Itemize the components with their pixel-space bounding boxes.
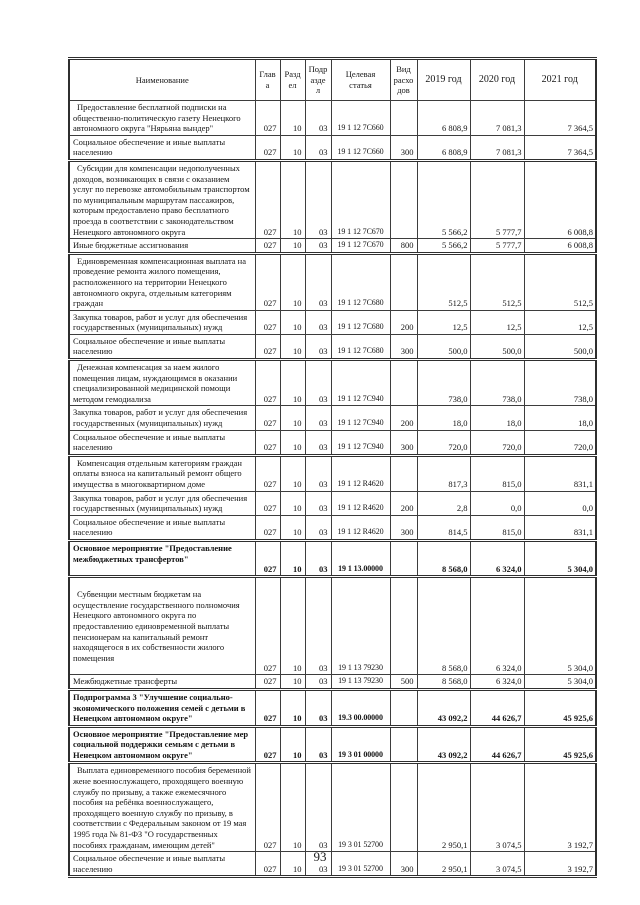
table-row xyxy=(69,763,596,852)
cell-target-article: 19 1 12 R4620 xyxy=(331,515,390,540)
budget-appropriations-table xyxy=(68,57,597,878)
cell-year-2021: 18,0 xyxy=(524,406,596,430)
cell-name: Денежная компенсация за наем жилого помещения лицам, нуждающимся в оказании специализированной медицинской помощи методом гемодиализа xyxy=(69,360,255,406)
cell-section: 10 xyxy=(280,101,305,136)
cell-expense-type xyxy=(390,689,417,726)
cell-year-2021: 512,5 xyxy=(524,253,596,310)
cell-subsection: 03 xyxy=(305,515,331,540)
cell-chapter: 027 xyxy=(255,334,280,359)
cell-chapter: 027 xyxy=(255,101,280,136)
column-header-year-2021: 2021 год xyxy=(524,59,596,101)
cell-target-article: 19 1 12 7C680 xyxy=(331,253,390,310)
cell-chapter: 027 xyxy=(255,406,280,430)
cell-year-2019: 512,5 xyxy=(417,253,470,310)
cell-subsection: 03 xyxy=(305,577,331,675)
cell-name: Социальное обеспечение и иные выплаты населению xyxy=(69,515,255,540)
cell-section: 10 xyxy=(280,540,305,576)
cell-target-article: 19 3 01 52700 xyxy=(331,852,390,877)
column-header-section: Раздел xyxy=(280,59,305,101)
cell-target-article: 19 1 13 79230 xyxy=(331,577,390,675)
cell-section: 10 xyxy=(280,334,305,359)
cell-subsection: 03 xyxy=(305,726,331,763)
cell-subsection: 03 xyxy=(305,406,331,430)
cell-year-2019: 5 566,2 xyxy=(417,239,470,254)
cell-year-2020: 12,5 xyxy=(470,310,524,334)
cell-expense-type xyxy=(390,360,417,406)
cell-year-2021: 0,0 xyxy=(524,491,596,515)
cell-year-2021: 45 925,6 xyxy=(524,689,596,726)
cell-year-2020: 5 777,7 xyxy=(470,160,524,238)
cell-year-2020: 6 324,0 xyxy=(470,577,524,675)
cell-year-2020: 815,0 xyxy=(470,455,524,491)
cell-year-2021: 5 304,0 xyxy=(524,577,596,675)
cell-target-article: 19 1 13 79230 xyxy=(331,675,390,690)
cell-expense-type: 300 xyxy=(390,852,417,877)
cell-year-2020: 5 777,7 xyxy=(470,239,524,254)
table-row xyxy=(69,360,596,406)
cell-year-2020: 0,0 xyxy=(470,491,524,515)
column-header-target-article: Целевая статья xyxy=(331,59,390,101)
table-row xyxy=(69,101,596,136)
cell-year-2020: 7 081,3 xyxy=(470,135,524,160)
cell-section: 10 xyxy=(280,253,305,310)
cell-year-2021: 720,0 xyxy=(524,430,596,455)
cell-section: 10 xyxy=(280,491,305,515)
cell-chapter: 027 xyxy=(255,455,280,491)
cell-year-2020: 738,0 xyxy=(470,360,524,406)
cell-target-article: 19 1 12 7C660 xyxy=(331,101,390,136)
cell-expense-type xyxy=(390,540,417,576)
cell-name: Закупка товаров, работ и услуг для обеспечения государственных (муниципальных) нужд xyxy=(69,491,255,515)
table-row xyxy=(69,675,596,690)
cell-subsection: 03 xyxy=(305,430,331,455)
cell-expense-type: 200 xyxy=(390,310,417,334)
cell-target-article: 19 1 13.00000 xyxy=(331,540,390,576)
cell-target-article: 19 1 12 7C940 xyxy=(331,406,390,430)
cell-subsection: 03 xyxy=(305,689,331,726)
cell-year-2019: 817,3 xyxy=(417,455,470,491)
cell-subsection: 03 xyxy=(305,540,331,576)
cell-subsection: 03 xyxy=(305,491,331,515)
cell-year-2020: 44 626,7 xyxy=(470,726,524,763)
cell-subsection: 03 xyxy=(305,101,331,136)
cell-year-2021: 7 364,5 xyxy=(524,135,596,160)
cell-subsection: 03 xyxy=(305,360,331,406)
cell-year-2019: 6 808,9 xyxy=(417,101,470,136)
cell-year-2019: 6 808,9 xyxy=(417,135,470,160)
cell-target-article: 19 1 12 7C940 xyxy=(331,430,390,455)
cell-year-2020: 815,0 xyxy=(470,515,524,540)
cell-section: 10 xyxy=(280,763,305,852)
cell-name: Социальное обеспечение и иные выплаты населению xyxy=(69,135,255,160)
column-header-year-2019: 2019 год xyxy=(417,59,470,101)
cell-chapter: 027 xyxy=(255,310,280,334)
cell-chapter: 027 xyxy=(255,135,280,160)
cell-year-2019: 738,0 xyxy=(417,360,470,406)
cell-target-article: 19 1 12 7C670 xyxy=(331,239,390,254)
cell-chapter: 027 xyxy=(255,430,280,455)
cell-name: Закупка товаров, работ и услуг для обеспечения государственных (муниципальных) нужд xyxy=(69,406,255,430)
cell-section: 10 xyxy=(280,135,305,160)
cell-year-2020: 6 324,0 xyxy=(470,675,524,690)
cell-section: 10 xyxy=(280,430,305,455)
cell-target-article: 19 1 12 7C670 xyxy=(331,160,390,238)
table-row xyxy=(69,455,596,491)
cell-year-2019: 18,0 xyxy=(417,406,470,430)
cell-name: Закупка товаров, работ и услуг для обеспечения государственных (муниципальных) нужд xyxy=(69,310,255,334)
cell-name: Межбюджетные трансферты xyxy=(69,675,255,690)
table-row xyxy=(69,160,596,238)
cell-target-article: 19 1 12 7C940 xyxy=(331,360,390,406)
cell-chapter: 027 xyxy=(255,852,280,877)
cell-section: 10 xyxy=(280,455,305,491)
cell-chapter: 027 xyxy=(255,491,280,515)
cell-name: Основное мероприятие "Предоставление мер социальной поддержки семьям с детьми в Ненецком автономном округе" xyxy=(69,726,255,763)
cell-section: 10 xyxy=(280,406,305,430)
cell-section: 10 xyxy=(280,360,305,406)
cell-name: Компенсация отдельным категориям граждан оплаты взноса на капитальный ремонт общего имущества в многоквартирном доме xyxy=(69,455,255,491)
cell-expense-type xyxy=(390,455,417,491)
cell-year-2019: 12,5 xyxy=(417,310,470,334)
cell-target-article: 19 1 12 R4620 xyxy=(331,491,390,515)
cell-section: 10 xyxy=(280,726,305,763)
cell-year-2021: 6 008,8 xyxy=(524,160,596,238)
cell-chapter: 027 xyxy=(255,577,280,675)
column-header-subsection: Подраздел xyxy=(305,59,331,101)
cell-year-2020: 3 074,5 xyxy=(470,852,524,877)
cell-expense-type: 300 xyxy=(390,334,417,359)
cell-subsection: 03 xyxy=(305,239,331,254)
table-row xyxy=(69,239,596,254)
table-header-row xyxy=(69,59,596,101)
cell-expense-type xyxy=(390,763,417,852)
cell-subsection: 03 xyxy=(305,852,331,877)
cell-subsection: 03 xyxy=(305,763,331,852)
cell-name: Единовременная компенсационная выплата на проведение ремонта жилого помещения, расположенного на территории Ненецкого автономного округа, отдельным категориям граждан xyxy=(69,253,255,310)
cell-expense-type: 500 xyxy=(390,675,417,690)
cell-expense-type: 300 xyxy=(390,515,417,540)
cell-name: Социальное обеспечение и иные выплаты населению xyxy=(69,430,255,455)
cell-target-article: 19 1 12 7C660 xyxy=(331,135,390,160)
column-header-chapter: Глава xyxy=(255,59,280,101)
cell-name: Предоставление бесплатной подписки на общественно-политическую газету Ненецкого автономного округа "Нярьяна вындер" xyxy=(69,101,255,136)
cell-expense-type xyxy=(390,253,417,310)
cell-target-article: 19 1 12 7C680 xyxy=(331,310,390,334)
cell-year-2020: 44 626,7 xyxy=(470,689,524,726)
cell-name: Социальное обеспечение и иные выплаты населению xyxy=(69,852,255,877)
cell-year-2021: 831,1 xyxy=(524,455,596,491)
cell-chapter: 027 xyxy=(255,253,280,310)
table-row xyxy=(69,491,596,515)
cell-year-2021: 5 304,0 xyxy=(524,540,596,576)
column-header-year-2020: 2020 год xyxy=(470,59,524,101)
cell-name: Социальное обеспечение и иные выплаты населению xyxy=(69,334,255,359)
cell-chapter: 027 xyxy=(255,689,280,726)
cell-year-2019: 43 092,2 xyxy=(417,689,470,726)
cell-chapter: 027 xyxy=(255,675,280,690)
cell-expense-type xyxy=(390,726,417,763)
cell-target-article: 19.3 00.00000 xyxy=(331,689,390,726)
cell-year-2021: 831,1 xyxy=(524,515,596,540)
table-row xyxy=(69,135,596,160)
cell-expense-type xyxy=(390,101,417,136)
table-row xyxy=(69,577,596,675)
cell-target-article: 19 1 12 7C680 xyxy=(331,334,390,359)
cell-year-2020: 720,0 xyxy=(470,430,524,455)
cell-year-2021: 12,5 xyxy=(524,310,596,334)
cell-chapter: 027 xyxy=(255,360,280,406)
cell-expense-type: 200 xyxy=(390,406,417,430)
cell-expense-type: 200 xyxy=(390,491,417,515)
cell-chapter: 027 xyxy=(255,763,280,852)
cell-year-2021: 5 304,0 xyxy=(524,675,596,690)
cell-section: 10 xyxy=(280,310,305,334)
cell-year-2021: 738,0 xyxy=(524,360,596,406)
cell-year-2019: 2 950,1 xyxy=(417,763,470,852)
cell-expense-type: 300 xyxy=(390,135,417,160)
cell-year-2019: 720,0 xyxy=(417,430,470,455)
cell-expense-type: 800 xyxy=(390,239,417,254)
cell-year-2021: 6 008,8 xyxy=(524,239,596,254)
page-number: 93 xyxy=(313,849,327,864)
cell-year-2020: 18,0 xyxy=(470,406,524,430)
cell-chapter: 027 xyxy=(255,239,280,254)
cell-year-2019: 8 568,0 xyxy=(417,675,470,690)
cell-expense-type xyxy=(390,160,417,238)
cell-section: 10 xyxy=(280,515,305,540)
cell-section: 10 xyxy=(280,577,305,675)
cell-name: Основное мероприятие "Предоставление межбюджетных трансфертов" xyxy=(69,540,255,576)
cell-chapter: 027 xyxy=(255,160,280,238)
table-row xyxy=(69,540,596,576)
table-body xyxy=(69,101,596,877)
cell-subsection: 03 xyxy=(305,160,331,238)
cell-name: Подпрограмма 3 "Улучшение социально-экономического положения семей с детьми в Ненецком автономном округе" xyxy=(69,689,255,726)
column-header-name: Наименование xyxy=(69,59,255,101)
cell-subsection: 03 xyxy=(305,334,331,359)
table-row xyxy=(69,310,596,334)
cell-year-2019: 43 092,2 xyxy=(417,726,470,763)
cell-year-2019: 814,5 xyxy=(417,515,470,540)
table-row xyxy=(69,253,596,310)
cell-year-2021: 45 925,6 xyxy=(524,726,596,763)
cell-year-2021: 7 364,5 xyxy=(524,101,596,136)
cell-chapter: 027 xyxy=(255,515,280,540)
cell-year-2020: 6 324,0 xyxy=(470,540,524,576)
cell-target-article: 19 1 12 R4620 xyxy=(331,455,390,491)
cell-name: Иные бюджетные ассигнования xyxy=(69,239,255,254)
cell-year-2020: 512,5 xyxy=(470,253,524,310)
column-header-expense-type: Вид расходов xyxy=(390,59,417,101)
table-row xyxy=(69,515,596,540)
cell-subsection: 03 xyxy=(305,675,331,690)
cell-year-2019: 2,8 xyxy=(417,491,470,515)
cell-year-2019: 5 566,2 xyxy=(417,160,470,238)
cell-subsection: 03 xyxy=(305,455,331,491)
cell-year-2020: 3 074,5 xyxy=(470,763,524,852)
cell-year-2020: 7 081,3 xyxy=(470,101,524,136)
cell-year-2020: 500,0 xyxy=(470,334,524,359)
cell-target-article: 19 3 01 52700 xyxy=(331,763,390,852)
cell-section: 10 xyxy=(280,675,305,690)
cell-year-2021: 3 192,7 xyxy=(524,763,596,852)
cell-year-2019: 2 950,1 xyxy=(417,852,470,877)
cell-name: Выплата единовременного пособия беременной жене военнослужащего, проходящего военную службу по призыву, а также ежемесячного пособия на ребёнка военнослужащего, проходящего военную службу по призыву, в соответствии с Федеральным законом от 19 мая 1995 года № 81-ФЗ "О государственных пособиях гражданам, имеющим детей" xyxy=(69,763,255,852)
cell-year-2021: 500,0 xyxy=(524,334,596,359)
cell-section: 10 xyxy=(280,239,305,254)
cell-subsection: 03 xyxy=(305,135,331,160)
cell-year-2019: 8 568,0 xyxy=(417,540,470,576)
cell-chapter: 027 xyxy=(255,540,280,576)
cell-section: 10 xyxy=(280,852,305,877)
cell-expense-type: 300 xyxy=(390,430,417,455)
cell-subsection: 03 xyxy=(305,310,331,334)
table-row xyxy=(69,689,596,726)
cell-expense-type xyxy=(390,577,417,675)
cell-subsection: 03 xyxy=(305,253,331,310)
table-row xyxy=(69,726,596,763)
cell-year-2021: 3 192,7 xyxy=(524,852,596,877)
cell-section: 10 xyxy=(280,689,305,726)
table-row xyxy=(69,430,596,455)
table-row xyxy=(69,334,596,359)
cell-year-2019: 500,0 xyxy=(417,334,470,359)
cell-name: Субвенции местным бюджетам на осуществление государственного полномочия Ненецкого автономного округа по предоставлению единовременной выплаты пенсионерам на капитальный ремонт находящегося в их собственности жилого помещения xyxy=(69,577,255,675)
cell-section: 10 xyxy=(280,160,305,238)
table-row xyxy=(69,406,596,430)
cell-target-article: 19 3 01 00000 xyxy=(331,726,390,763)
cell-year-2019: 8 568,0 xyxy=(417,577,470,675)
cell-name: Субсидии для компенсации недополученных доходов, возникающих в связи с оказанием услуг по перевозке автомобильным транспортом по муниципальным маршрутам пассажиров, которым предоставлено право бесплатного проезда в соответствии с законодательством Ненецкого автономного округа xyxy=(69,160,255,238)
cell-chapter: 027 xyxy=(255,726,280,763)
